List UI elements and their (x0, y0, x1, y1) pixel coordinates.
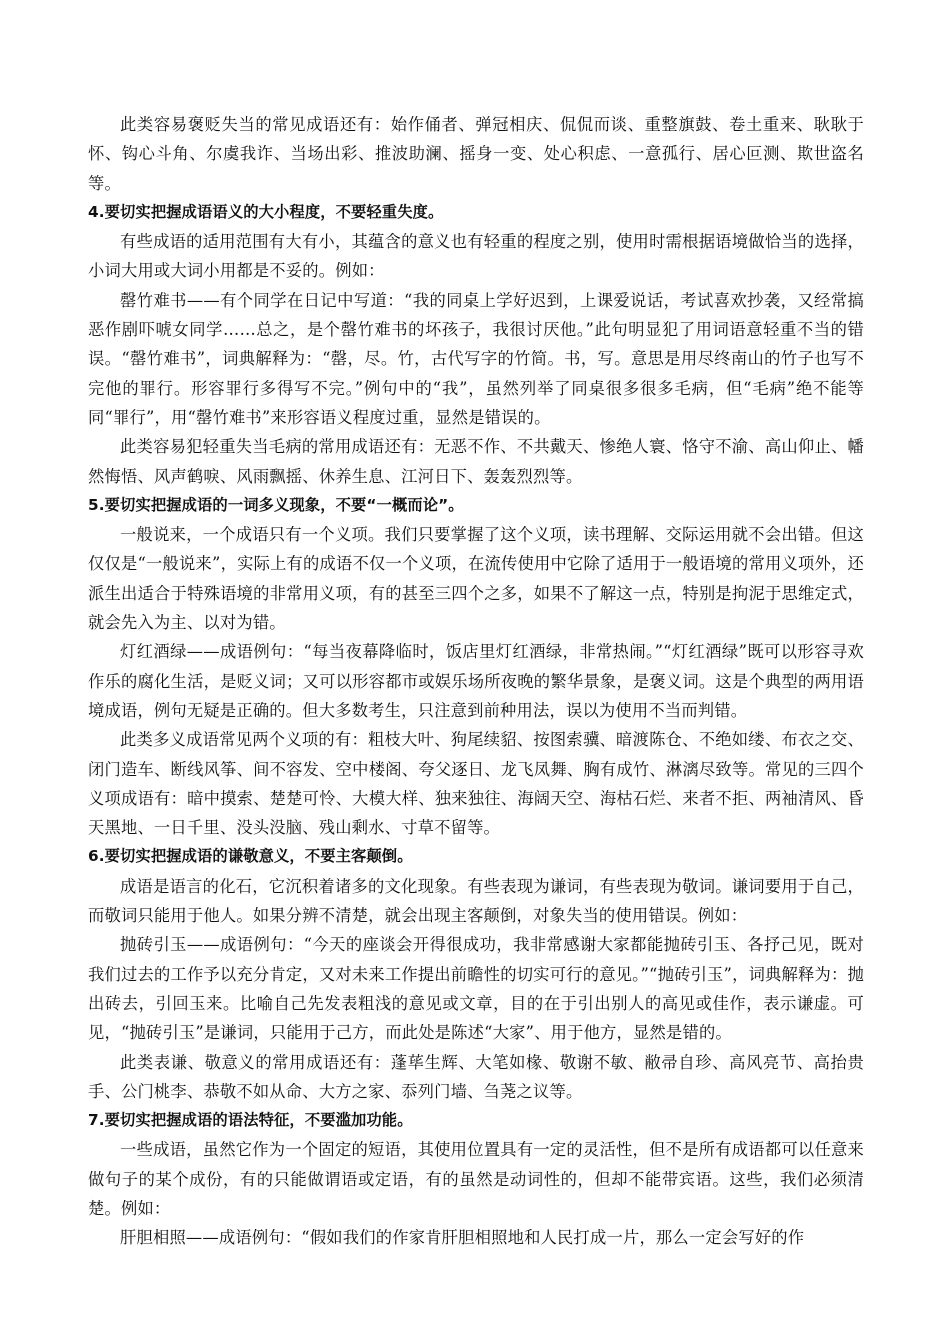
paragraph: 一般说来，一个成语只有一个义项。我们只要掌握了这个义项，读书理解、交际运用就不会出错。但这仅仅是“一般说来”，实际上有的成语不仅一个义项，在流传使用中它除了适用于一般语境的常用义项外，还派生出适合于特殊语境的非常用义项，有的甚至三四个之多，如果不了解这一点，特别是拘泥于思维定式，就会先入为主、以对为错。 (88, 525, 864, 633)
paragraph: 成语是语言的化石，它沉积着诸多的文化现象。有些表现为谦词，有些表现为敬词。谦词要用于自己，而敬词只能用于他人。如果分辨不清楚，就会出现主客颠倒，对象失当的使用错误。例如： (88, 876, 864, 926)
paragraph: 此类表谦、敬意义的常用成语还有：蓬荜生辉、大笔如椽、敬谢不敏、敝帚自珍、高风亮节、高抬贵手、公门桃李、恭敬不如从命、大方之家、忝列门墙、刍荛之议等。 (88, 1052, 864, 1101)
paragraph: 此类容易褒贬失当的常见成语还有：始作俑者、弹冠相庆、侃侃而谈、重整旗鼓、卷土重来、耿耿于怀、钩心斗角、尔虞我诈、当场出彩、推波助澜、摇身一变、处心积虑、一意孤行、居心叵测、欺世盗名等。 (88, 115, 864, 193)
section-heading: 5.要切实把握成语的一词多义现象，不要“一概而论”。 (88, 495, 464, 514)
section-heading: 6.要切实把握成语的谦敬意义，不要主客颠倒。 (88, 847, 413, 866)
paragraph: 此类容易犯轻重失当毛病的常用成语还有：无恶不作、不共戴天、惨绝人寰、恪守不渝、高山仰止、幡然悔悟、风声鹤唳、风雨飘摇、休养生息、江河日下、轰轰烈烈等。 (88, 437, 864, 486)
section-heading: 4.要切实把握成语语义的大小程度，不要轻重失度。 (88, 202, 444, 221)
paragraph: 此类多义成语常见两个义项的有：粗枝大叶、狗尾续貂、按图索骥、暗渡陈仓、不绝如缕、布衣之交、闭门造车、断线风筝、间不容发、空中楼阁、夸父逐日、龙飞凤舞、胸有成竹、淋漓尽致等。常见的三四个义项成语有：暗中摸索、楚楚可怜、大模大样、独来独往、海阔天空、海枯石烂、来者不拒、两袖清风、昏天黑地、一日千里、没头没脑、残山剩水、寸草不留等。 (88, 730, 864, 838)
paragraph: 有些成语的适用范围有大有小，其蕴含的意义也有轻重的程度之别，使用时需根据语境做恰当的选择，小词大用或大词小用都是不妥的。例如： (88, 232, 864, 281)
section-heading: 7.要切实把握成语的语法特征，不要滥加功能。 (88, 1111, 413, 1130)
paragraph: 肝胆相照——成语例句：“假如我们的作家肯肝胆相照地和人民打成一片，那么一定会写好的作 (120, 1228, 805, 1248)
paragraph: 抛砖引玉——成语例句：“今天的座谈会开得很成功，我非常感谢大家都能抛砖引玉、各抒己见，既对我们过去的工作予以充分肯定，又对未来工作提出前瞻性的切实可行的意见。”“抛砖引玉”，词典解释为：抛出砖去，引回玉来。比喻自己先发表粗浅的意见或文章，目的在于引出别人的高见或佳作，表示谦虚。可见，“抛砖引玉”是谦词，只能用于己方，而此处是陈述“大家”、用于他方，显然是错的。 (88, 935, 864, 1043)
paragraph: 灯红酒绿——成语例句：“每当夜幕降临时，饭店里灯红酒绿，非常热闹。”“灯红酒绿”既可以形容寻欢作乐的腐化生活，是贬义词；又可以形容都市或娱乐场所夜晚的繁华景象，是褒义词。这是个典型的两用语境成语，例句无疑是正确的。但大多数考生，只注意到前种用法，误以为使用不当而判错。 (88, 642, 864, 720)
paragraph: 罄竹难书——有个同学在日记中写道：“我的同桌上学好迟到，上课爱说话，考试喜欢抄袭，又经常搞恶作剧吓唬女同学……总之，是个罄竹难书的坏孩子，我很讨厌他。”此句明显犯了用词语意轻重不当的错误。“罄竹难书”，词典解释为：“罄，尽。竹，古代写字的竹简。书，写。意思是用尽终南山的竹子也写不完他的罪行。形容罪行多得写不完。”例句中的“我”，虽然列举了同桌很多很多毛病，但“毛病”绝不能等同“罪行”，用“罄竹难书”来形容语义程度过重，显然是错误的。 (88, 290, 864, 427)
document-body (88, 110, 864, 1253)
paragraph: 一些成语，虽然它作为一个固定的短语，其使用位置具有一定的灵活性，但不是所有成语都可以任意来做句子的某个成份，有的只能做谓语或定语，有的虽然是动词性的，但却不能带宾语。这些，我们必须清楚。例如： (88, 1140, 864, 1218)
